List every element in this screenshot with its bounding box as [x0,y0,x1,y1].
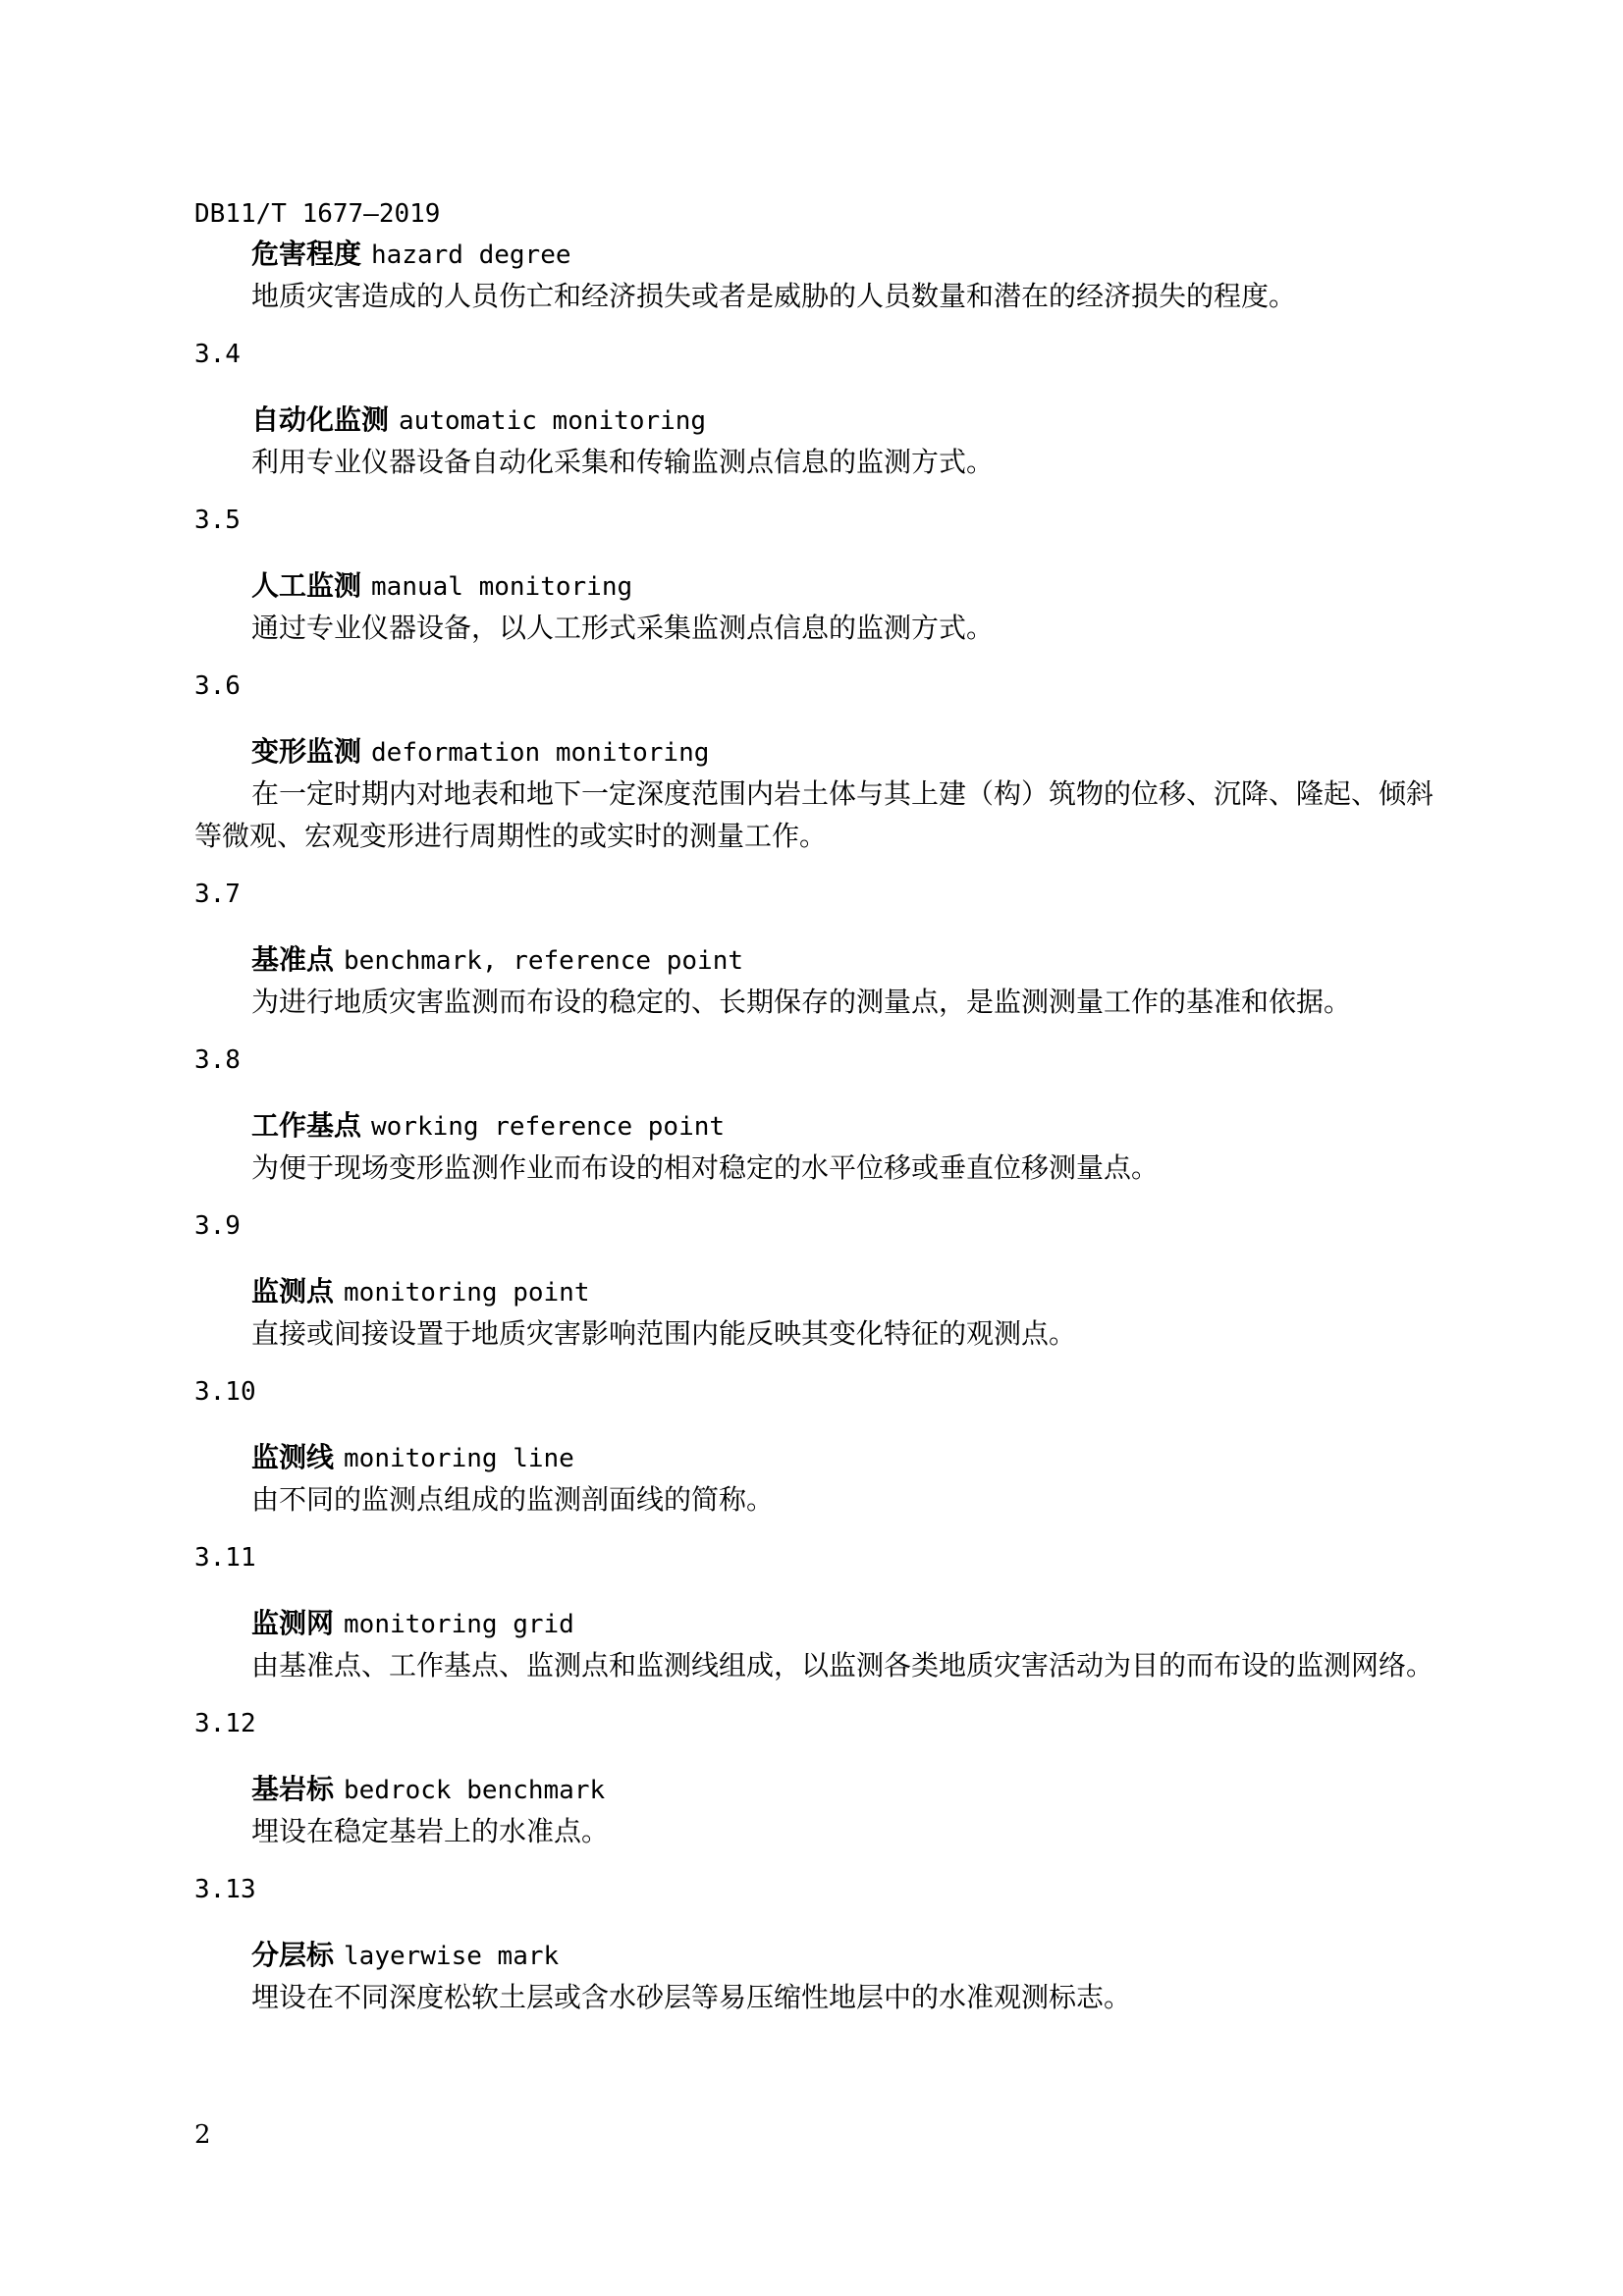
definition-line: 为便于现场变形监测作业而布设的相对稳定的水平位移或垂直位移测量点。 [251,1151,1160,1184]
term-definition [194,441,1483,483]
term-chinese: 基岩标 [251,1773,335,1805]
term-entry-benchmark [194,875,1483,1023]
term-definition [194,1976,1483,2018]
term-entry-manual-monitoring [194,501,1483,649]
clause-number: 3.10 [194,1377,256,1407]
term-chinese: 自动化监测 [251,403,390,436]
definition-line: 通过专业仪器设备，以人工形式采集监测点信息的监测方式。 [251,612,995,644]
term-chinese: 变形监测 [251,735,362,768]
term-entry-hazard-degree [194,234,1483,317]
term-definition [194,1478,1483,1521]
definition-line: 利用专业仪器设备自动化采集和传输监测点信息的监测方式。 [251,446,995,478]
term-chinese: 基准点 [251,943,335,976]
term-english: monitoring grid [344,1610,574,1639]
term-definition [194,1147,1483,1189]
term-heading [251,1769,1483,1810]
definition-line: 在一定时期内对地表和地下一定深度范围内岩土体与其上建（构）筑物的位移、沉降、隆起、倾斜 [251,777,1434,810]
clause-number: 3.11 [194,1543,256,1573]
term-english: monitoring point [344,1278,590,1308]
terms-list [194,234,1483,2018]
term-entry-deformation-monitoring [194,667,1483,857]
term-entry-automatic-monitoring [194,335,1483,483]
term-chinese: 监测网 [251,1607,335,1639]
term-entry-monitoring-grid [194,1538,1483,1686]
clause-number: 3.6 [194,671,241,701]
term-heading [251,1105,1483,1147]
definition-line: 直接或间接设置于地质灾害影响范围内能反映其变化特征的观测点。 [251,1317,1077,1350]
term-english: bedrock benchmark [344,1776,606,1805]
definition-line: 埋设在稳定基岩上的水准点。 [251,1815,610,1847]
term-heading [251,234,1483,275]
term-heading [251,1603,1483,1644]
clause-number: 3.8 [194,1045,241,1075]
term-heading [251,1271,1483,1312]
definition-line: 地质灾害造成的人员伤亡和经济损失或者是威胁的人员数量和潜在的经济损失的程度。 [251,280,1297,312]
term-entry-bedrock-benchmark [194,1704,1483,1852]
term-definition [194,607,1483,649]
clause-number: 3.13 [194,1875,256,1904]
term-definition [194,275,1483,317]
term-entry-layerwise-mark [194,1870,1483,2018]
term-heading [251,1935,1483,1976]
term-english: monitoring line [344,1444,574,1473]
term-entry-monitoring-line [194,1372,1483,1521]
term-entry-monitoring-point [194,1206,1483,1355]
page-number: 2 [194,2120,211,2150]
term-english: deformation monitoring [371,738,710,768]
term-chinese: 危害程度 [251,238,362,270]
term-heading [251,939,1483,981]
term-chinese: 工作基点 [251,1109,362,1142]
term-english: benchmark, reference point [344,946,744,976]
term-definition [194,773,1483,857]
term-definition [194,1644,1483,1686]
term-definition [194,1810,1483,1852]
term-english: working reference point [371,1112,726,1142]
term-definition [194,1312,1483,1355]
clause-number: 3.4 [194,340,241,369]
term-heading [251,565,1483,607]
term-heading [251,731,1483,773]
definition-line: 由不同的监测点组成的监测剖面线的简称。 [251,1483,775,1516]
clause-number: 3.5 [194,506,241,535]
term-heading [251,1437,1483,1478]
clause-number: 3.9 [194,1211,241,1241]
term-english: automatic monitoring [399,406,707,436]
term-chinese: 人工监测 [251,569,362,602]
definition-line: 等微观、宏观变形进行周期性的或实时的测量工作。 [194,820,828,852]
definition-line: 为进行地质灾害监测而布设的稳定的、长期保存的测量点，是监测测量工作的基准和依据。 [251,986,1352,1018]
term-heading [251,400,1483,441]
term-chinese: 分层标 [251,1939,335,1971]
term-chinese: 监测点 [251,1275,335,1308]
term-chinese: 监测线 [251,1441,335,1473]
clause-number: 3.12 [194,1709,256,1738]
clause-number: 3.7 [194,880,241,909]
term-english: manual monitoring [371,572,633,602]
definition-line: 由基准点、工作基点、监测点和监测线组成，以监测各类地质灾害活动为目的而布设的监测网络。 [251,1649,1434,1682]
term-entry-working-reference-point [194,1041,1483,1189]
term-english: hazard degree [371,240,571,270]
definition-line: 埋设在不同深度松软土层或含水砂层等易压缩性地层中的水准观测标志。 [251,1981,1132,2013]
term-definition [194,981,1483,1023]
term-english: layerwise mark [344,1942,560,1971]
document-header: DB11/T 1677—2019 [194,199,441,229]
